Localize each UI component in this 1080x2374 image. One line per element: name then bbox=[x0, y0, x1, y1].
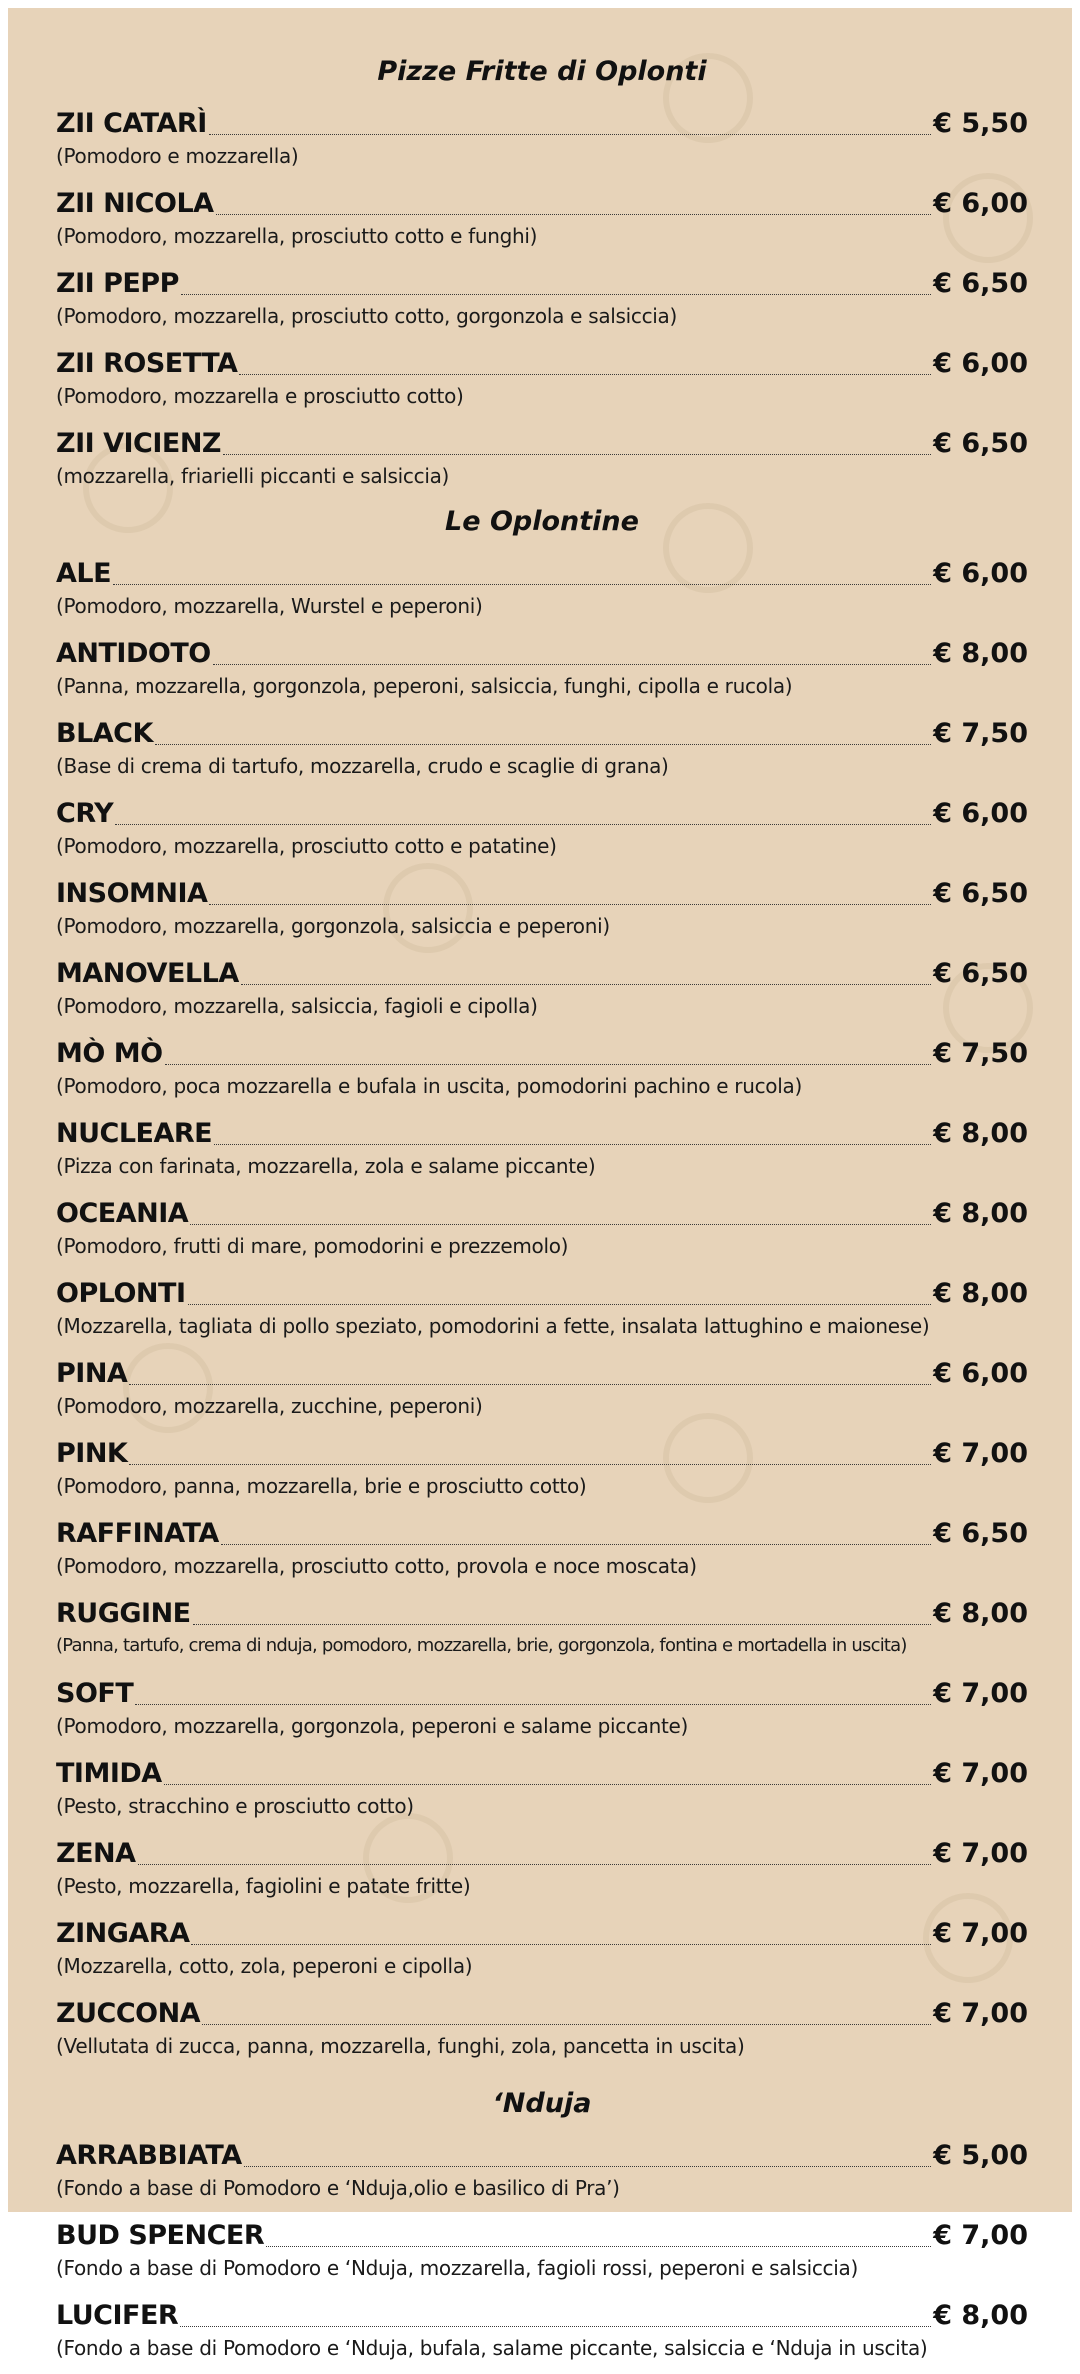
item-price: € 8,00 bbox=[933, 1118, 1028, 1149]
section-le-oplontine bbox=[56, 502, 1028, 2060]
item-name: ALE bbox=[56, 558, 112, 589]
item-price: € 8,00 bbox=[933, 1198, 1028, 1229]
dot-leader bbox=[241, 984, 931, 985]
menu-item bbox=[56, 102, 1028, 170]
item-name: BLACK bbox=[56, 718, 153, 749]
dot-leader bbox=[129, 1464, 931, 1465]
item-price: € 5,00 bbox=[933, 2140, 1028, 2171]
item-price: € 7,00 bbox=[933, 1918, 1028, 1949]
menu-item bbox=[56, 1512, 1028, 1580]
dot-leader bbox=[213, 664, 931, 665]
item-description: (Pomodoro, mozzarella, prosciutto cotto, gorgonzola e salsiccia) bbox=[56, 304, 678, 328]
item-price: € 5,50 bbox=[933, 108, 1028, 139]
item-name: SOFT bbox=[56, 1678, 134, 1709]
menu-item bbox=[56, 1832, 1028, 1900]
item-name: PINA bbox=[56, 1358, 128, 1389]
item-description: (Fondo a base di Pomodoro e ‘Nduja,olio e basilico di Pra’) bbox=[56, 2176, 620, 2200]
item-description: (Fondo a base di Pomodoro e ‘Nduja, bufala, salame piccante, salsiccia e ‘Nduja in uscita) bbox=[56, 2336, 928, 2360]
item-price: € 7,00 bbox=[933, 1438, 1028, 1469]
dot-leader bbox=[190, 1224, 931, 1225]
menu-item bbox=[56, 1112, 1028, 1180]
item-price: € 6,00 bbox=[933, 348, 1028, 379]
dot-leader bbox=[223, 454, 931, 455]
item-price: € 6,50 bbox=[933, 958, 1028, 989]
dot-leader bbox=[113, 584, 931, 585]
item-name: NUCLEARE bbox=[56, 1118, 213, 1149]
item-name: LUCIFER bbox=[56, 2300, 179, 2331]
item-description: (Mozzarella, tagliata di pollo speziato, pomodorini a fette, insalata lattughino e maionese) bbox=[56, 1314, 930, 1338]
item-name: OPLONTI bbox=[56, 1278, 186, 1309]
section-title: Pizze Fritte di Oplonti bbox=[377, 56, 707, 87]
item-name: MANOVELLA bbox=[56, 958, 239, 989]
item-description: (Pesto, mozzarella, fagiolini e patate fritte) bbox=[56, 1874, 471, 1898]
dot-leader bbox=[135, 1704, 931, 1705]
menu-item bbox=[56, 952, 1028, 1020]
item-description: (Pomodoro, panna, mozzarella, brie e prosciutto cotto) bbox=[56, 1474, 587, 1498]
item-price: € 7,00 bbox=[933, 1998, 1028, 2029]
item-name: ZII PEPP bbox=[56, 268, 179, 299]
section-title: Le Oplontine bbox=[445, 506, 639, 537]
menu-item bbox=[56, 1032, 1028, 1100]
item-description: (Mozzarella, cotto, zola, peperoni e cipolla) bbox=[56, 1954, 473, 1978]
menu-item bbox=[56, 792, 1028, 860]
dot-leader bbox=[209, 904, 931, 905]
menu-item bbox=[56, 1432, 1028, 1500]
dot-leader bbox=[239, 374, 931, 375]
dot-leader bbox=[244, 2166, 932, 2167]
menu-item bbox=[56, 1352, 1028, 1420]
menu-item bbox=[56, 2134, 1028, 2202]
item-description: (Panna, mozzarella, gorgonzola, peperoni, salsiccia, funghi, cipolla e rucola) bbox=[56, 674, 793, 698]
dot-leader bbox=[115, 824, 931, 825]
item-description: (Fondo a base di Pomodoro e ‘Nduja, mozzarella, fagioli rossi, peperoni e salsiccia) bbox=[56, 2256, 858, 2280]
item-price: € 7,00 bbox=[933, 2220, 1028, 2251]
section-pizze-fritte bbox=[56, 52, 1028, 490]
item-price: € 6,00 bbox=[933, 188, 1028, 219]
item-description: (mozzarella, friarielli piccanti e salsiccia) bbox=[56, 464, 450, 488]
menu-item bbox=[56, 1992, 1028, 2060]
item-name: RAFFINATA bbox=[56, 1518, 219, 1549]
item-description: (Panna, tartufo, crema di nduja, pomodoro, mozzarella, brie, gorgonzola, fontina e mortadella in uscita) bbox=[56, 1635, 907, 1656]
item-name: ZII ROSETTA bbox=[56, 348, 238, 379]
item-name: RUGGINE bbox=[56, 1598, 191, 1629]
item-description: (Pomodoro, mozzarella, gorgonzola, peperoni e salame piccante) bbox=[56, 1714, 689, 1738]
item-name: INSOMNIA bbox=[56, 878, 208, 909]
item-name: ZII NICOLA bbox=[56, 188, 214, 219]
item-name: PINK bbox=[56, 1438, 128, 1469]
item-description: (Pomodoro, mozzarella, salsiccia, fagioli e cipolla) bbox=[56, 994, 538, 1018]
item-price: € 7,00 bbox=[933, 1838, 1028, 1869]
item-price: € 6,50 bbox=[933, 428, 1028, 459]
item-name: TIMIDA bbox=[56, 1758, 162, 1789]
menu-item bbox=[56, 1912, 1028, 1980]
menu-item bbox=[56, 1272, 1028, 1340]
menu-item bbox=[56, 262, 1028, 330]
menu-item bbox=[56, 1752, 1028, 1820]
section-nduja bbox=[56, 2084, 1028, 2362]
item-name: ARRABBIATA bbox=[56, 2140, 242, 2171]
dot-leader bbox=[216, 214, 932, 215]
menu-page bbox=[8, 8, 1072, 2360]
dot-leader bbox=[266, 2246, 931, 2247]
dot-leader bbox=[209, 134, 931, 135]
item-description: (Pizza con farinata, mozzarella, zola e salame piccante) bbox=[56, 1154, 596, 1178]
item-name: ZINGARA bbox=[56, 1918, 190, 1949]
menu-item bbox=[56, 632, 1028, 700]
dot-leader bbox=[191, 1944, 931, 1945]
item-price: € 7,50 bbox=[933, 718, 1028, 749]
item-description: (Pomodoro, mozzarella, prosciutto cotto e patatine) bbox=[56, 834, 557, 858]
item-name: OCEANIA bbox=[56, 1198, 189, 1229]
item-price: € 6,50 bbox=[933, 268, 1028, 299]
item-price: € 6,00 bbox=[933, 558, 1028, 589]
menu-item bbox=[56, 712, 1028, 780]
menu-item bbox=[56, 422, 1028, 490]
menu-item bbox=[56, 2294, 1028, 2362]
item-description: (Pomodoro, frutti di mare, pomodorini e prezzemolo) bbox=[56, 1234, 569, 1258]
item-price: € 8,00 bbox=[933, 1278, 1028, 1309]
item-price: € 7,50 bbox=[933, 1038, 1028, 1069]
dot-leader bbox=[164, 1784, 932, 1785]
item-price: € 8,00 bbox=[933, 638, 1028, 669]
item-description: (Base di crema di tartufo, mozzarella, crudo e scaglie di grana) bbox=[56, 754, 669, 778]
item-price: € 6,00 bbox=[933, 1358, 1028, 1389]
item-price: € 7,00 bbox=[933, 1678, 1028, 1709]
item-price: € 8,00 bbox=[933, 2300, 1028, 2331]
menu-item bbox=[56, 552, 1028, 620]
item-name: MÒ MÒ bbox=[56, 1038, 163, 1069]
item-price: € 6,00 bbox=[933, 798, 1028, 829]
menu-item bbox=[56, 1192, 1028, 1260]
section-title: ‘Nduja bbox=[492, 2088, 592, 2119]
menu-item bbox=[56, 342, 1028, 410]
dot-leader bbox=[181, 294, 931, 295]
dot-leader bbox=[221, 1544, 931, 1545]
item-price: € 7,00 bbox=[933, 1758, 1028, 1789]
item-description: (Pomodoro, mozzarella, gorgonzola, salsiccia e peperoni) bbox=[56, 914, 610, 938]
dot-leader bbox=[165, 1064, 932, 1065]
menu-item bbox=[56, 872, 1028, 940]
dot-leader bbox=[155, 744, 931, 745]
menu-item bbox=[56, 2214, 1028, 2282]
item-name: ZII VICIENZ bbox=[56, 428, 221, 459]
dot-leader bbox=[214, 1144, 931, 1145]
dot-leader bbox=[193, 1624, 932, 1625]
item-name: CRY bbox=[56, 798, 114, 829]
item-description: (Vellutata di zucca, panna, mozzarella, funghi, zola, pancetta in uscita) bbox=[56, 2034, 745, 2058]
item-name: ZENA bbox=[56, 1838, 136, 1869]
item-description: (Pomodoro, mozzarella, prosciutto cotto e funghi) bbox=[56, 224, 538, 248]
dot-leader bbox=[180, 2326, 931, 2327]
item-description: (Pesto, stracchino e prosciutto cotto) bbox=[56, 1794, 414, 1818]
item-name: ANTIDOTO bbox=[56, 638, 211, 669]
dot-leader bbox=[138, 1864, 932, 1865]
dot-leader bbox=[188, 1304, 932, 1305]
item-description: (Pomodoro, poca mozzarella e bufala in uscita, pomodorini pachino e rucola) bbox=[56, 1074, 802, 1098]
item-description: (Pomodoro, mozzarella, zucchine, peperoni) bbox=[56, 1394, 483, 1418]
dot-leader bbox=[129, 1384, 931, 1385]
item-description: (Pomodoro, mozzarella, prosciutto cotto, provola e noce moscata) bbox=[56, 1554, 697, 1578]
item-description: (Pomodoro, mozzarella e prosciutto cotto) bbox=[56, 384, 464, 408]
item-name: ZUCCONA bbox=[56, 1998, 201, 2029]
menu-item bbox=[56, 1672, 1028, 1740]
item-price: € 8,00 bbox=[933, 1598, 1028, 1629]
menu-item bbox=[56, 1592, 1028, 1660]
menu-content bbox=[56, 52, 1028, 2374]
item-name: BUD SPENCER bbox=[56, 2220, 265, 2251]
menu-item bbox=[56, 182, 1028, 250]
item-price: € 6,50 bbox=[933, 878, 1028, 909]
dot-leader bbox=[202, 2024, 931, 2025]
item-description: (Pomodoro e mozzarella) bbox=[56, 144, 299, 168]
item-name: ZII CATARÌ bbox=[56, 108, 207, 139]
item-price: € 6,50 bbox=[933, 1518, 1028, 1549]
item-description: (Pomodoro, mozzarella, Wurstel e peperoni) bbox=[56, 594, 483, 618]
